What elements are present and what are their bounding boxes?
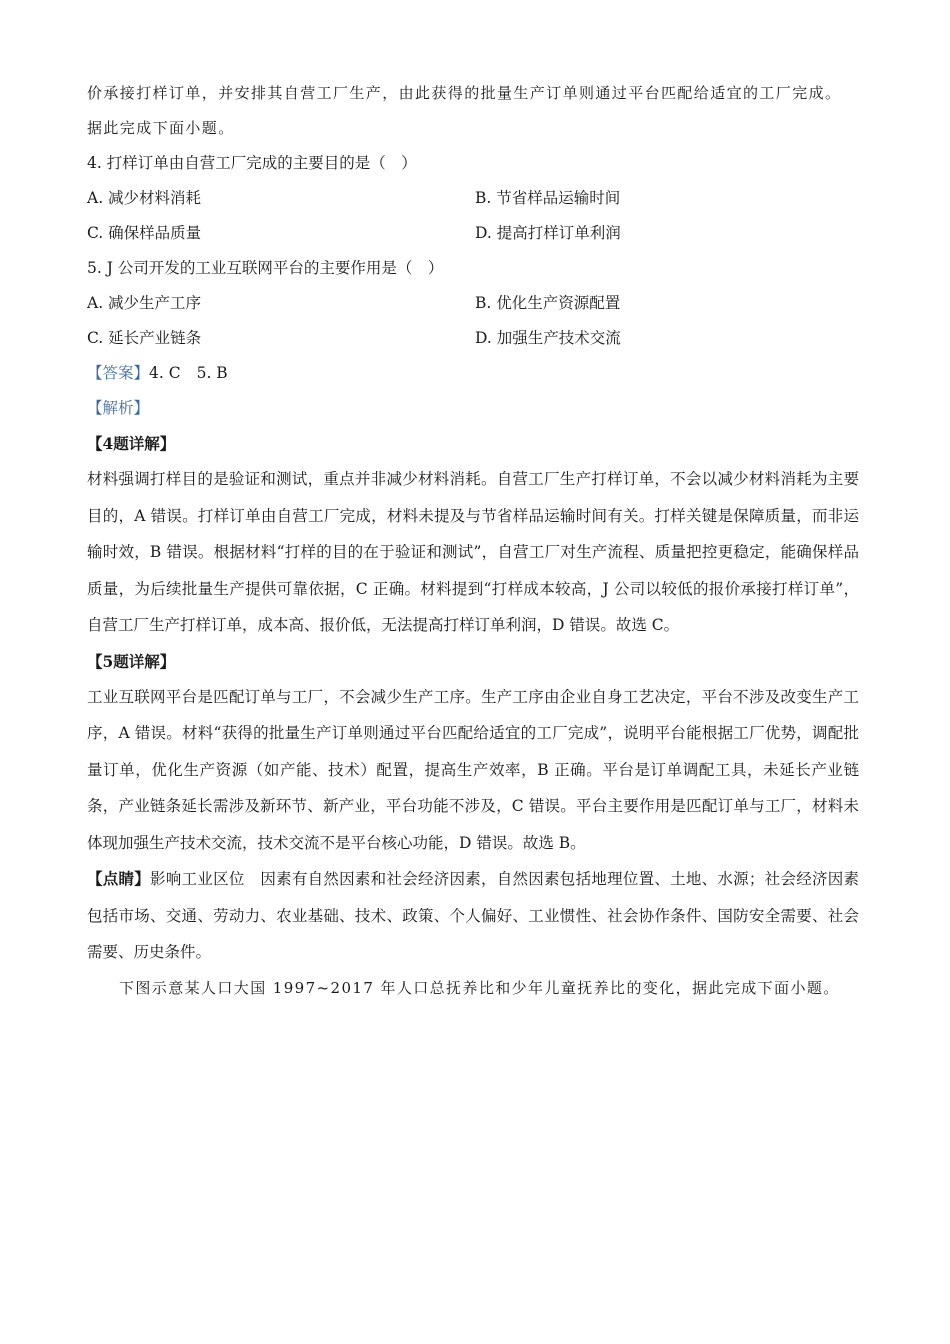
question-5-options-row-1: [87, 286, 859, 321]
question-5-stem: 5. J 公司开发的工业互联网平台的主要作用是（ ）: [87, 259, 444, 277]
tip-paragraph: [87, 861, 859, 971]
question-4-option-b: B. 节省样品运输时间: [475, 189, 621, 207]
tip-label: 【点睛】: [87, 869, 151, 888]
next-question-intro: 下图示意某人口大国 1997~2017 年人口总抚养比和少年儿童抚养比的变化，据此完成下面小题。: [119, 978, 840, 997]
detail-5-heading: 【5题详解】: [87, 651, 176, 671]
answer-q4: 4. C: [149, 364, 181, 382]
question-5-option-a: A. 减少生产工序: [87, 294, 202, 312]
question-4-options-row-1: [87, 181, 859, 216]
question-5-option-b: B. 优化生产资源配置: [475, 294, 621, 312]
detail-4-heading: 【4题详解】: [87, 434, 176, 453]
answer-q5: 5. B: [196, 364, 228, 382]
answer-line: [87, 356, 859, 391]
question-5-options-row-2: [87, 321, 859, 356]
question-4-options-row-2: [87, 216, 859, 251]
analysis-label: 【解析】: [87, 399, 150, 417]
detail-5-text: 工业互联网平台是匹配订单与工厂，不会减少生产工序。生产工序由企业自身工艺决定，平台不涉及改变生产工序，A 错误。材料“获得的批量生产订单则通过平台匹配给适宜的工厂完成”，说明平台能根据工厂优势，调配批量订单，优化生产资源（如产能、技术）配置，提高生产效率，B 正确。平台是订单调配工具，未延长产业链条，产业链条延长需涉及新环节、新产业，平台功能不涉及，C 错误。平台主要作用是匹配订单与工厂，材料未体现加强生产技术交流，技术交流不是平台核心功能，D 错误。故选 B。: [87, 687, 859, 852]
question-4-stem: 4. 打样订单由自营工厂完成的主要目的是（ ）: [87, 154, 417, 172]
document-page: [87, 76, 859, 1006]
detail-4-text: 材料强调打样目的是验证和测试，重点并非减少材料消耗。自营工厂生产打样订单，不会以减少材料消耗为主要目的，A 错误。打样订单由自营工厂完成，材料未提及与节省样品运输时间有关。打样关键是保障质量，而非运输时效，B 错误。根据材料“打样的目的在于验证和测试”，自营工厂对生产流程、质量把控更稳定，能确保样品质量，为后续批量生产提供可靠依据，C 正确。材料提到“打样成本较高，J 公司以较低的报价承接打样订单”，自营工厂生产打样订单，成本高、报价低，无法提高打样订单利润，D 错误。故选 C。: [87, 470, 859, 634]
question-4-option-a: A. 减少材料消耗: [87, 189, 202, 207]
question-4-option-d: D. 提高打样订单利润: [475, 224, 621, 242]
answer-label: 【答案】: [87, 364, 150, 382]
question-4-option-c: C. 确保样品质量: [87, 224, 202, 242]
material-text-line-1: 价承接打样订单，并安排其自营工厂生产，由此获得的批量生产订单则通过平台匹配给适宜的工厂完成。: [87, 84, 842, 102]
question-5-option-c: C. 延长产业链条: [87, 329, 202, 347]
tip-text: 影响工业区位 因素有自然因素和社会经济因素，自然因素包括地理位置、土地、水源；社会经济因素包括市场、交通、劳动力、农业基础、技术、政策、个人偏好、工业惯性、社会协作条件、国防安全需要、社会需要、历史条件。: [87, 870, 859, 961]
material-text-line-2: 据此完成下面小题。: [87, 119, 235, 137]
question-5-option-d: D. 加强生产技术交流: [475, 329, 621, 347]
